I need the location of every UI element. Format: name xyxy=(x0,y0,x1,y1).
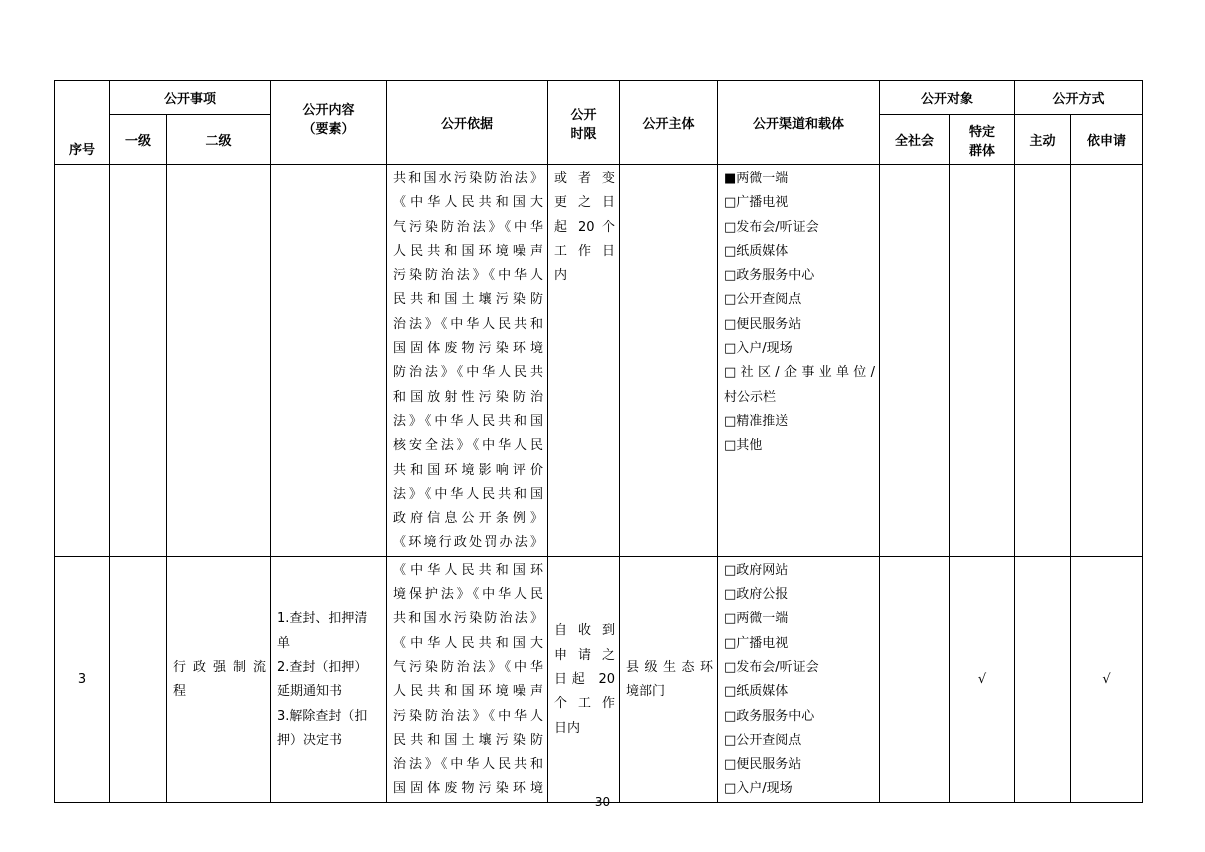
header-basis: 公开依据 xyxy=(387,81,548,165)
cell-seq: 3 xyxy=(55,556,110,802)
cell-level2 xyxy=(167,165,271,557)
disclosure-table xyxy=(54,80,1143,803)
cell-all-society xyxy=(880,165,950,557)
cell-time: 自收到 申请之 日起 20 个工作 日内 xyxy=(548,556,620,802)
cell-level1 xyxy=(110,556,167,802)
header-subject: 公开主体 xyxy=(620,81,718,165)
header-content: 公开内容 （要素） xyxy=(271,81,387,165)
header-mode: 公开方式 xyxy=(1015,81,1143,115)
cell-content xyxy=(271,165,387,557)
header-level2: 二级 xyxy=(167,115,271,165)
cell-on-request xyxy=(1071,165,1143,557)
cell-level1 xyxy=(110,165,167,557)
page-number: - 30 - xyxy=(586,795,619,809)
cell-active xyxy=(1015,556,1071,802)
header-mode-active: 主动 xyxy=(1015,115,1071,165)
cell-time: 或者变 更之日 起 20 个 工作日 内 xyxy=(548,165,620,557)
cell-subject: 县级生态环 境部门 xyxy=(620,556,718,802)
header-mode-request: 依申请 xyxy=(1071,115,1143,165)
table-row xyxy=(55,165,1143,557)
table-row xyxy=(55,556,1143,802)
cell-special-group: √ xyxy=(950,556,1015,802)
cell-content: 1.查封、扣押清 单 2.查封（扣押） 延期通知书 3.解除查封（扣 押）决定书 xyxy=(271,556,387,802)
header-target: 公开对象 xyxy=(880,81,1015,115)
cell-basis: 《中华人民共和国环 境保护法》《中华人民 共和国水污染防治法》 《中华人民共和国大 气污染防治法》《中华 人民共和国环境噪声 污染防治法》《中华人 民共和国土壤污染防 治法》《中华人民共和 国固体废物污染环境 xyxy=(387,556,548,802)
cell-subject xyxy=(620,165,718,557)
cell-on-request: √ xyxy=(1071,556,1143,802)
header-matter: 公开事项 xyxy=(110,81,271,115)
header-channel: 公开渠道和载体 xyxy=(718,81,880,165)
cell-channels: □政府网站 □政府公报 □两微一端 □广播电视 □发布会/听证会 □纸质媒体 □政务服务中心 □公开查阅点 □便民服务站 □入户/现场 xyxy=(718,556,880,802)
header-time: 公开 时限 xyxy=(548,81,620,165)
header-seq: 序号 xyxy=(55,81,110,165)
cell-seq xyxy=(55,165,110,557)
header-target-special: 特定 群体 xyxy=(950,115,1015,165)
cell-active xyxy=(1015,165,1071,557)
header-target-all: 全社会 xyxy=(880,115,950,165)
cell-level2: 行政强制流 程 xyxy=(167,556,271,802)
cell-special-group xyxy=(950,165,1015,557)
cell-all-society xyxy=(880,556,950,802)
header-level1: 一级 xyxy=(110,115,167,165)
cell-basis: 共和国水污染防治法》 《中华人民共和国大 气污染防治法》《中华 人民共和国环境噪声 污染防治法》《中华人 民共和国土壤污染防 治法》《中华人民共和 国固体废物污染环境 防治法》《中华人民共 和国放射性污染防治 法》《中华人民共和国 核安全法》《中华人民 共和国环境影响评价 法》《中华人民共和国 政府信息公开条例》 《环境行政处罚办法》 xyxy=(387,165,548,557)
cell-channels: ■两微一端 □广播电视 □发布会/听证会 □纸质媒体 □政务服务中心 □公开查阅点 □便民服务站 □入户/现场 □社区/企事业单位/ 村公示栏 □精准推送 □其他 xyxy=(718,165,880,557)
